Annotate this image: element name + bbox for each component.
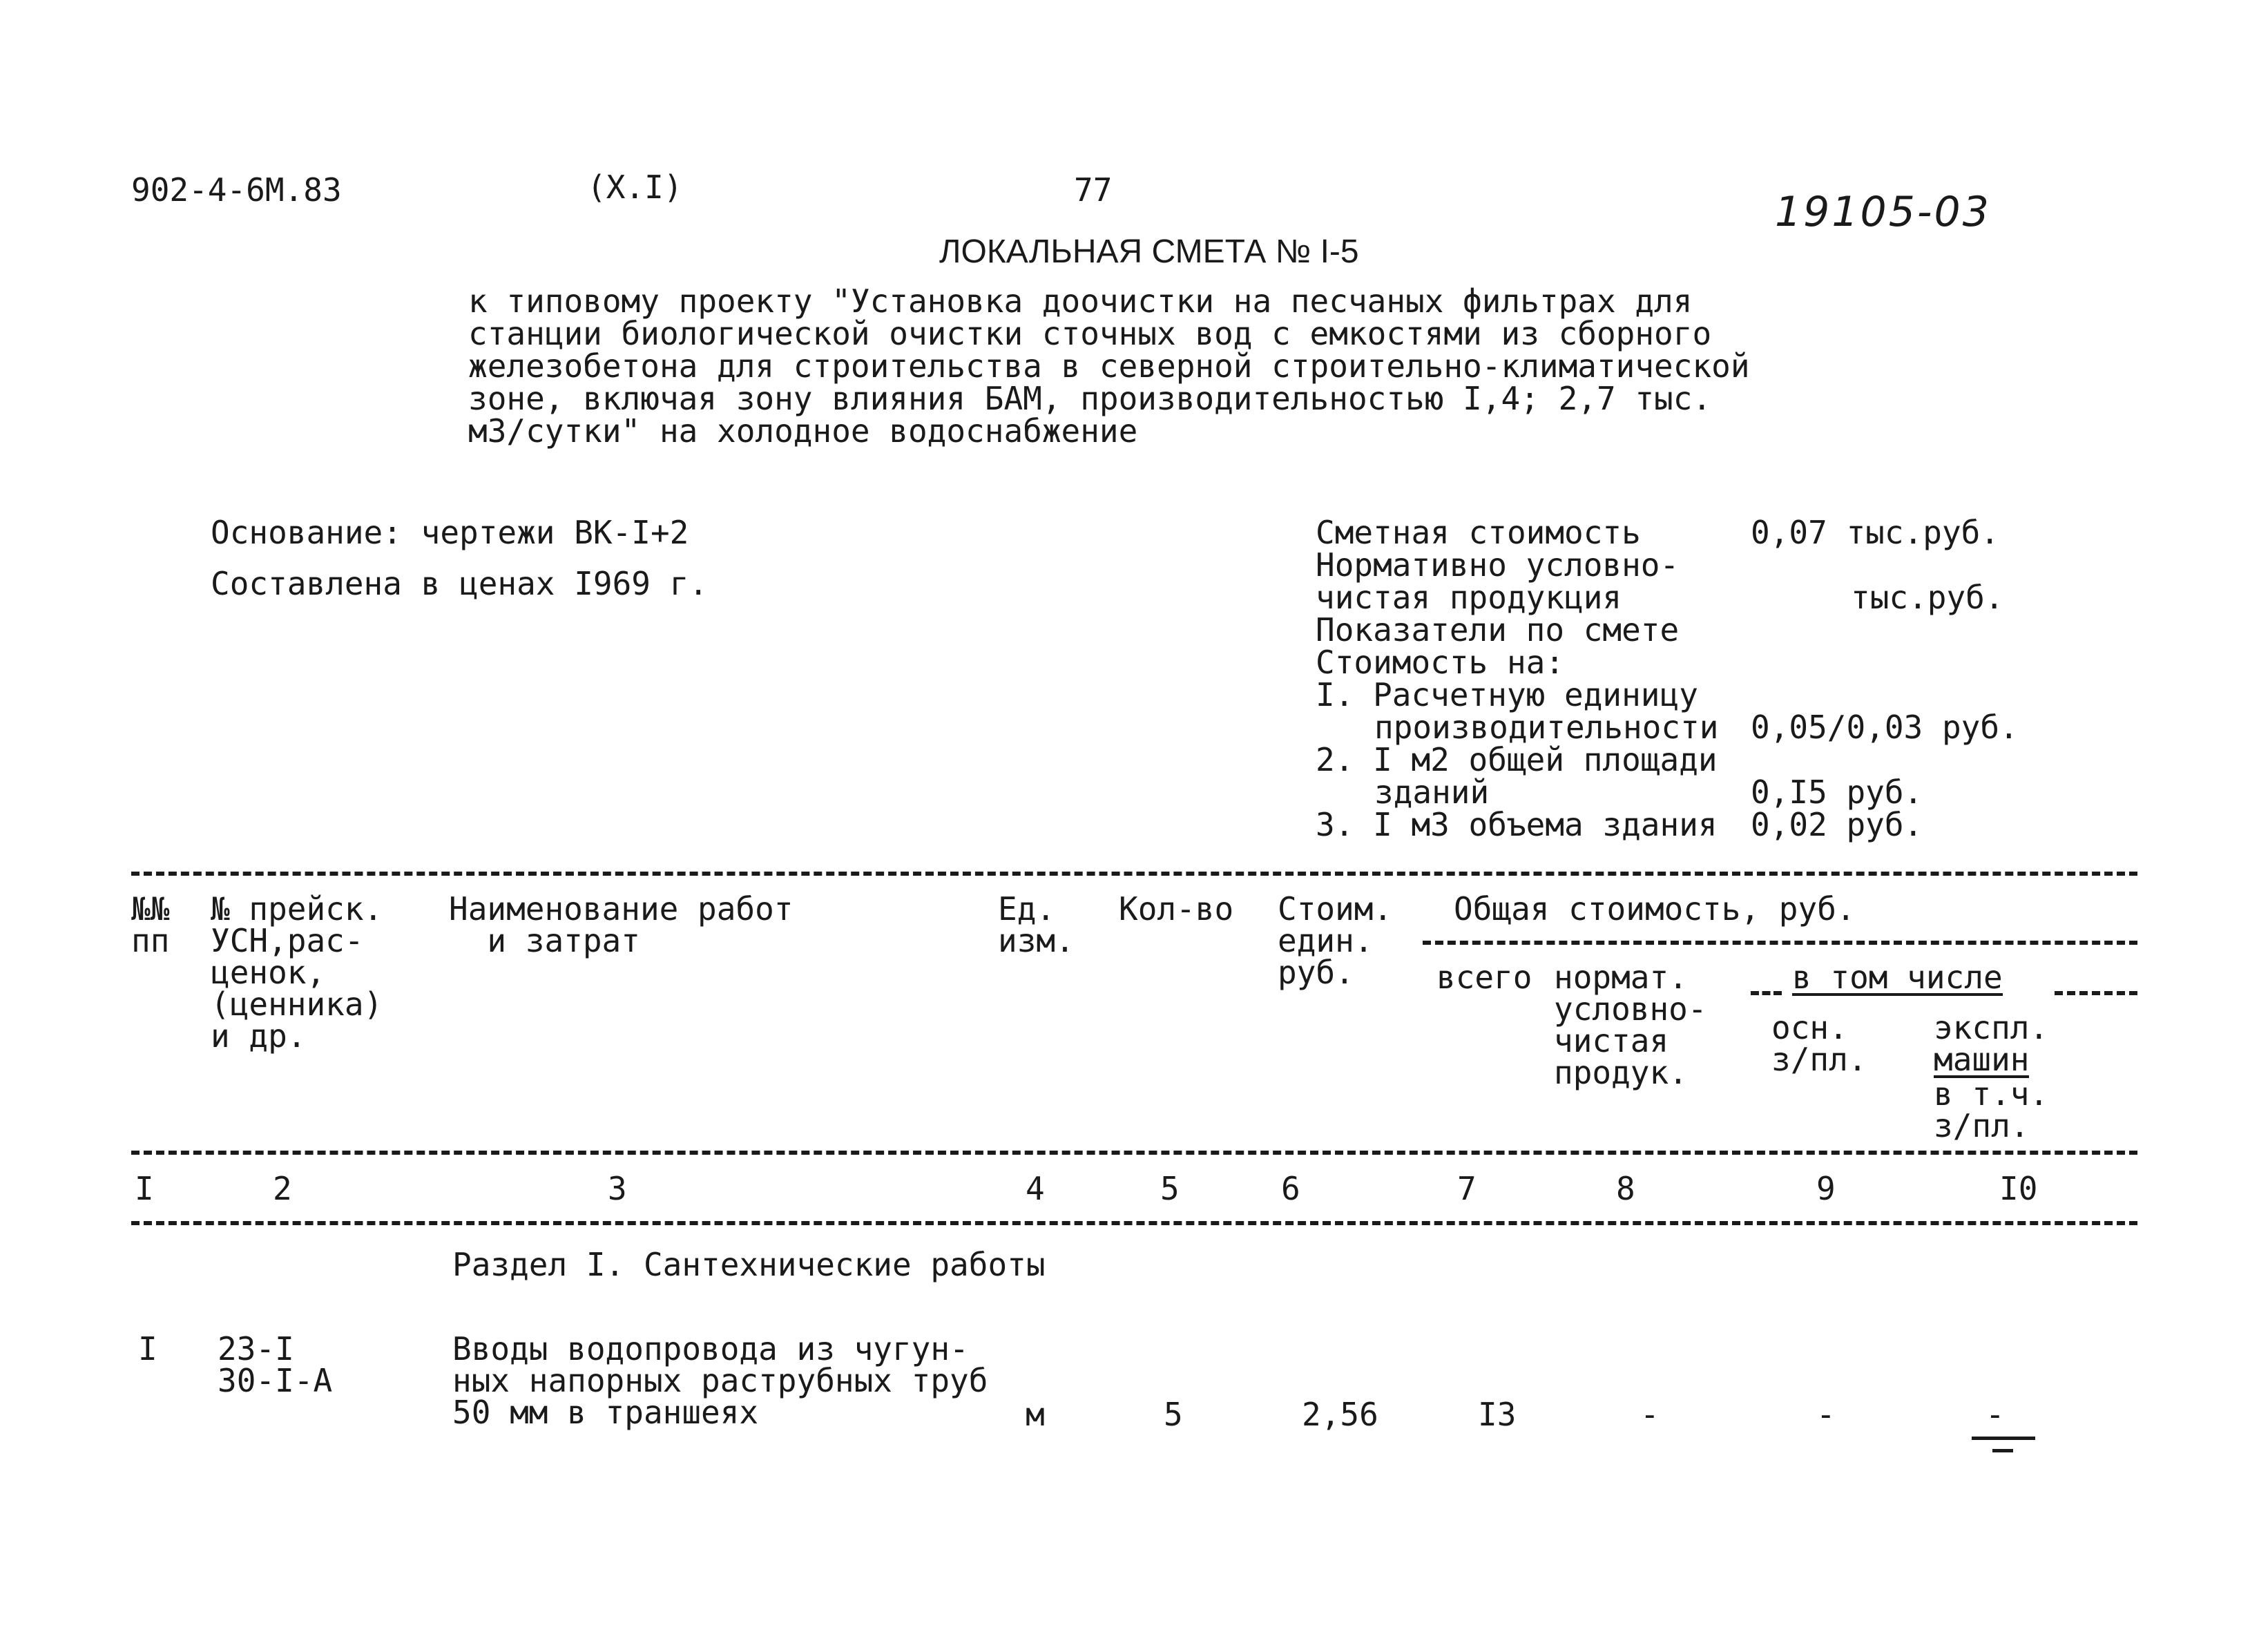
header-col-unit-cost: Стоим. един. руб.	[1278, 890, 1393, 991]
volume-label: (X.I)	[587, 169, 683, 206]
row-unit-cost: 2,56	[1302, 1396, 1378, 1433]
row-total: I3	[1478, 1396, 1517, 1433]
subtitle-line: к типовому проекту "Установка доочистки на песчаных фильтрах для	[468, 282, 1693, 320]
cost-on-label: Стоимость на:	[1316, 644, 1565, 681]
column-number: I	[135, 1170, 154, 1207]
item1-line1: I. Расчетную единицу	[1316, 676, 1698, 713]
item1-line2: производительности	[1374, 709, 1719, 746]
row-quantity: 5	[1164, 1396, 1183, 1433]
header-machines-line: экспл.	[1934, 1009, 2049, 1046]
header-machines-line: в т.ч.	[1934, 1075, 2049, 1113]
incl-left-dash	[1751, 991, 1782, 995]
row-number: I	[138, 1330, 157, 1367]
header-col-machines	[1934, 1009, 2049, 1144]
row-base-wage: -	[1816, 1396, 1836, 1433]
document-title: ЛОКАЛЬНАЯ СМЕТА № I-5	[939, 233, 1359, 270]
header-col-name: Наименование работ и затрат	[449, 890, 794, 959]
section-title: Раздел I. Сантехнические работы	[452, 1246, 1046, 1283]
column-number: 8	[1616, 1170, 1635, 1207]
document-code: 902-4-6М.83	[131, 171, 342, 209]
header-bottom-rule	[131, 1151, 2137, 1155]
column-numbers-rule	[131, 1221, 2137, 1225]
row-machines: -	[1985, 1396, 2005, 1433]
subtitle-line: зоне, включая зону влияния БАМ, производительностью I,4; 2,7 тыс.	[468, 380, 1712, 417]
cost-label: Сметная стоимость	[1316, 514, 1641, 551]
column-number: 2	[273, 1170, 292, 1207]
item3-line: 3. I м3 объема здания	[1316, 806, 1718, 843]
column-number: I0	[1999, 1170, 2038, 1207]
column-number: 4	[1026, 1170, 1045, 1207]
item2-value: 0,I5 руб.	[1751, 774, 1923, 811]
row-work-name: Вводы водопровода из чугун- ных напорных раструбных труб 50 мм в траншеях	[452, 1330, 988, 1431]
header-col-base-wage: осн. з/пл.	[1771, 1009, 1867, 1078]
row-machines-dash	[1992, 1449, 2013, 1452]
header-including: в том числе	[1792, 959, 2003, 996]
page-number: 77	[1074, 171, 1113, 209]
column-number: 9	[1816, 1170, 1836, 1207]
prices-year-line: Составлена в ценах I969 г.	[211, 565, 709, 602]
column-number: 5	[1160, 1170, 1180, 1207]
inventory-number: 19105-03	[1775, 188, 1991, 236]
nucp-value: тыс.руб.	[1851, 579, 2004, 616]
nucp-label-2: чистая продукция	[1316, 579, 1622, 616]
header-col-price-code: № прейск. УСН,рас- ценок, (ценника) и др.	[211, 890, 383, 1055]
general-cost-rule	[1423, 941, 2137, 945]
summary-labels	[1316, 514, 1719, 843]
item2-line1: 2. I м2 общей площади	[1316, 741, 1718, 778]
header-machines-line: з/пл.	[1934, 1107, 2030, 1144]
row-price-code: 23-I 30-I-А	[218, 1330, 333, 1399]
row-nucp: -	[1640, 1396, 1660, 1433]
subtitle-line: м3/сутки" на холодное водоснабжение	[468, 412, 1138, 450]
column-number: 6	[1281, 1170, 1300, 1207]
item3-value: 0,02 руб.	[1751, 806, 1923, 843]
subtitle-line: станции биологической очистки сточных вод с емкостями из сборного	[468, 315, 1712, 352]
header-col-qty: Кол-во	[1119, 890, 1234, 928]
header-col-num: №№ пп	[131, 890, 170, 959]
column-number: 3	[608, 1170, 627, 1207]
basis-line: Основание: чертежи ВК-I+2	[211, 514, 689, 551]
item1-value: 0,05/0,03 руб.	[1751, 709, 2019, 746]
nucp-label-1: Нормативно условно-	[1316, 546, 1680, 584]
indicators-label: Показатели по смете	[1316, 611, 1680, 649]
column-number: 7	[1457, 1170, 1477, 1207]
row-machines-divider	[1972, 1437, 2035, 1440]
header-col-nucp: нормат. условно- чистая продук.	[1554, 959, 1707, 1091]
subtitle	[468, 282, 1750, 450]
header-general-cost: Общая стоимость, руб.	[1454, 890, 1856, 928]
subtitle-line: железобетона для строительства в северной строительно-климатической	[468, 347, 1750, 385]
header-col-total: всего	[1436, 959, 1532, 996]
cost-value: 0,07 тыс.руб.	[1751, 514, 2000, 551]
table-top-rule	[131, 872, 2137, 876]
incl-right-dash	[2055, 991, 2137, 995]
header-col-unit: Ед. изм.	[998, 890, 1075, 959]
row-unit: м	[1026, 1396, 1045, 1433]
header-machines-line: машин	[1934, 1041, 2030, 1078]
item2-line2: зданий	[1374, 774, 1490, 811]
